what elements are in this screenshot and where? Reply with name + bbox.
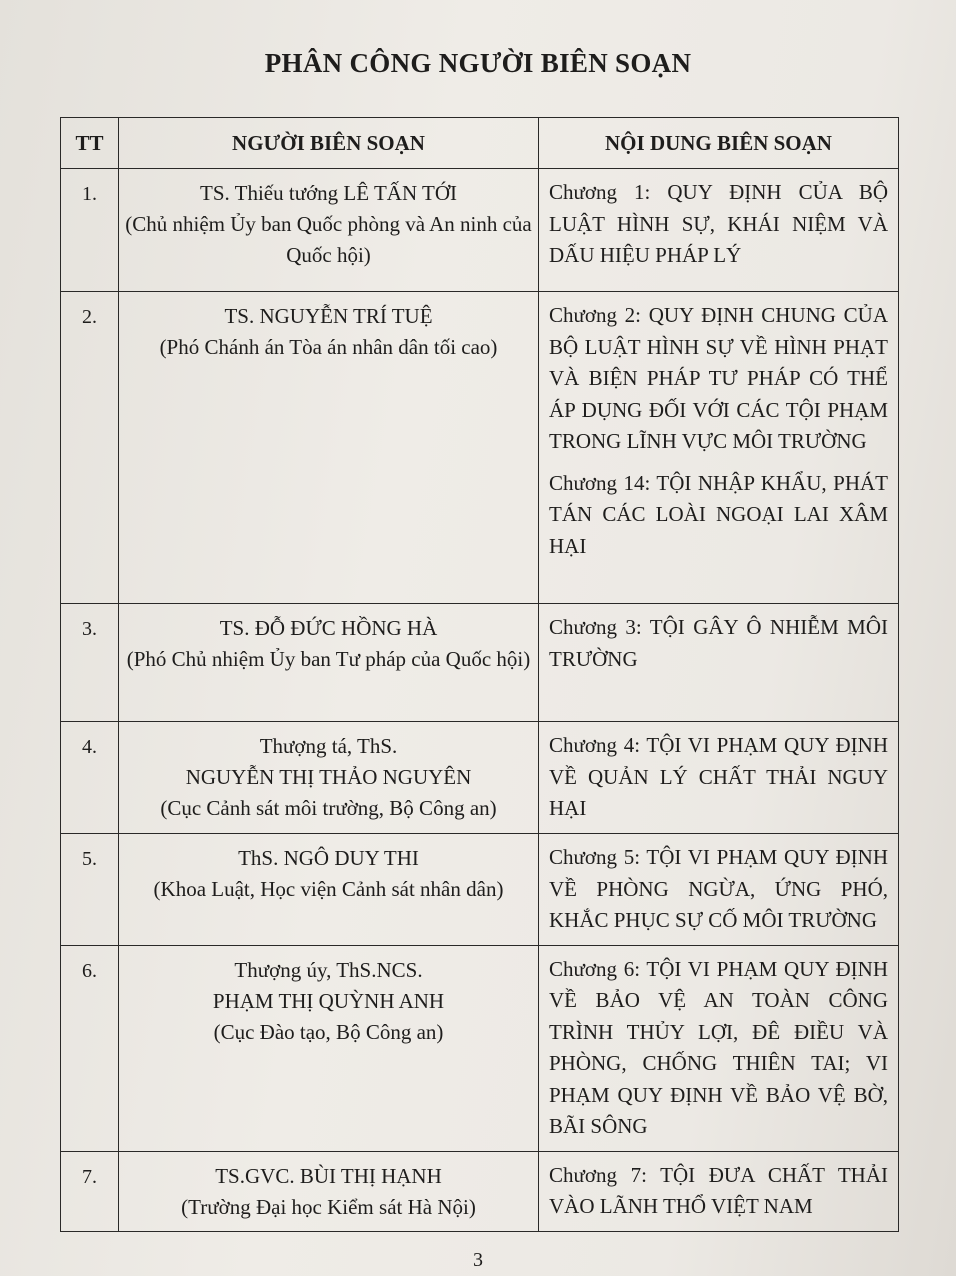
content-cell	[539, 1151, 899, 1231]
row-number: 1.	[61, 169, 119, 292]
author-name: TS.GVC. BÙI THỊ HẠNH	[215, 1163, 442, 1188]
author-affiliation: (Trường Đại học Kiểm sát Hà Nội)	[181, 1194, 476, 1219]
editor-assignment-table	[60, 117, 899, 1232]
chapter-text: Chương 4: TỘI VI PHẠM QUY ĐỊNH VỀ QUẢN LÝ CHẤT THẢI NGUY HẠI	[549, 733, 888, 820]
row-number: 2.	[61, 292, 119, 604]
table-row	[61, 834, 899, 946]
chapter-text: Chương 1: QUY ĐỊNH CỦA BỘ LUẬT HÌNH SỰ, KHÁI NIỆM VÀ DẤU HIỆU PHÁP LÝ	[549, 180, 888, 267]
author-cell	[119, 292, 539, 604]
author-name: PHẠM THỊ QUỲNH ANH	[212, 988, 445, 1013]
author-affiliation: (Phó Chủ nhiệm Ủy ban Tư pháp của Quốc hội)	[126, 647, 531, 671]
content-cell	[539, 834, 899, 946]
author-name: TS. NGUYỄN TRÍ TUỆ	[224, 304, 433, 328]
chapter-text: Chương 14: TỘI NHẬP KHẨU, PHÁT TÁN CÁC LOÀI NGOẠI LAI XÂM HẠI	[549, 470, 888, 558]
header-content: NỘI DUNG BIÊN SOẠN	[539, 118, 899, 169]
table-row	[61, 1151, 899, 1231]
author-cell	[119, 945, 539, 1151]
content-cell	[539, 945, 899, 1151]
author-cell	[119, 722, 539, 834]
table-header-row	[61, 118, 899, 169]
author-title: Thượng úy, ThS.NCS.	[234, 957, 423, 982]
row-number: 6.	[61, 945, 119, 1151]
table-row	[61, 722, 899, 834]
author-affiliation: (Cục Đào tạo, Bộ Công an)	[213, 1019, 444, 1044]
table-row	[61, 292, 899, 604]
author-cell	[119, 604, 539, 722]
content-cell	[539, 169, 899, 292]
author-name: NGUYỄN THỊ THẢO NGUYÊN	[185, 765, 472, 789]
author-name: TS. Thiếu tướng LÊ TẤN TỚI	[200, 181, 457, 205]
chapter-text: Chương 5: TỘI VI PHẠM QUY ĐỊNH VỀ PHÒNG NGỪA, ỨNG PHÓ, KHẮC PHỤC SỰ CỐ MÔI TRƯỜNG	[549, 845, 888, 932]
table-row	[61, 945, 899, 1151]
author-cell	[119, 1151, 539, 1231]
chapter-text: Chương 3: TỘI GÂY Ô NHIỄM MÔI TRƯỜNG	[549, 615, 888, 671]
header-tt: TT	[61, 118, 119, 169]
content-cell	[539, 604, 899, 722]
table-row	[61, 169, 899, 292]
author-cell	[119, 169, 539, 292]
row-number: 4.	[61, 722, 119, 834]
author-name: TS. ĐỖ ĐỨC HỒNG HÀ	[219, 616, 438, 640]
table-row	[61, 604, 899, 722]
chapter-text: Chương 7: TỘI ĐƯA CHẤT THẢI VÀO LÃNH THỔ VIỆT NAM	[549, 1162, 888, 1218]
page-title: PHÂN CÔNG NGƯỜI BIÊN SOẠN	[264, 48, 692, 78]
content-cell	[539, 292, 899, 604]
row-number: 3.	[61, 604, 119, 722]
chapter-text: Chương 2: QUY ĐỊNH CHUNG CỦA BỘ LUẬT HÌNH SỰ VỀ HÌNH PHẠT VÀ BIỆN PHÁP TƯ PHÁP CÓ THỂ ÁP DỤNG ĐỐI VỚI CÁC TỘI PHẠM TRONG LĨNH VỰC MÔI TRƯỜNG	[549, 303, 888, 453]
author-affiliation: (Khoa Luật, Học viện Cảnh sát nhân dân)	[153, 877, 504, 901]
author-affiliation: (Chủ nhiệm Ủy ban Quốc phòng và An ninh của Quốc hội)	[125, 212, 532, 267]
content-cell	[539, 722, 899, 834]
author-affiliation: (Cục Cảnh sát môi trường, Bộ Công an)	[160, 796, 497, 820]
chapter-text: Chương 6: TỘI VI PHẠM QUY ĐỊNH VỀ BẢO VỆ AN TOÀN CÔNG TRÌNH THỦY LỢI, ĐÊ ĐIỀU VÀ PHÒNG, CHỐNG THIÊN TAI; VI PHẠM QUY ĐỊNH VỀ BẢO VỆ BỜ, BÃI SÔNG	[549, 956, 888, 1138]
author-title: Thượng tá, ThS.	[259, 734, 398, 758]
author-name: ThS. NGÔ DUY THI	[238, 846, 419, 870]
header-person: NGƯỜI BIÊN SOẠN	[119, 118, 539, 169]
page-number: 3	[473, 1249, 483, 1271]
row-number: 5.	[61, 834, 119, 946]
author-affiliation: (Phó Chánh án Tòa án nhân dân tối cao)	[159, 335, 498, 359]
row-number: 7.	[61, 1151, 119, 1231]
author-cell	[119, 834, 539, 946]
